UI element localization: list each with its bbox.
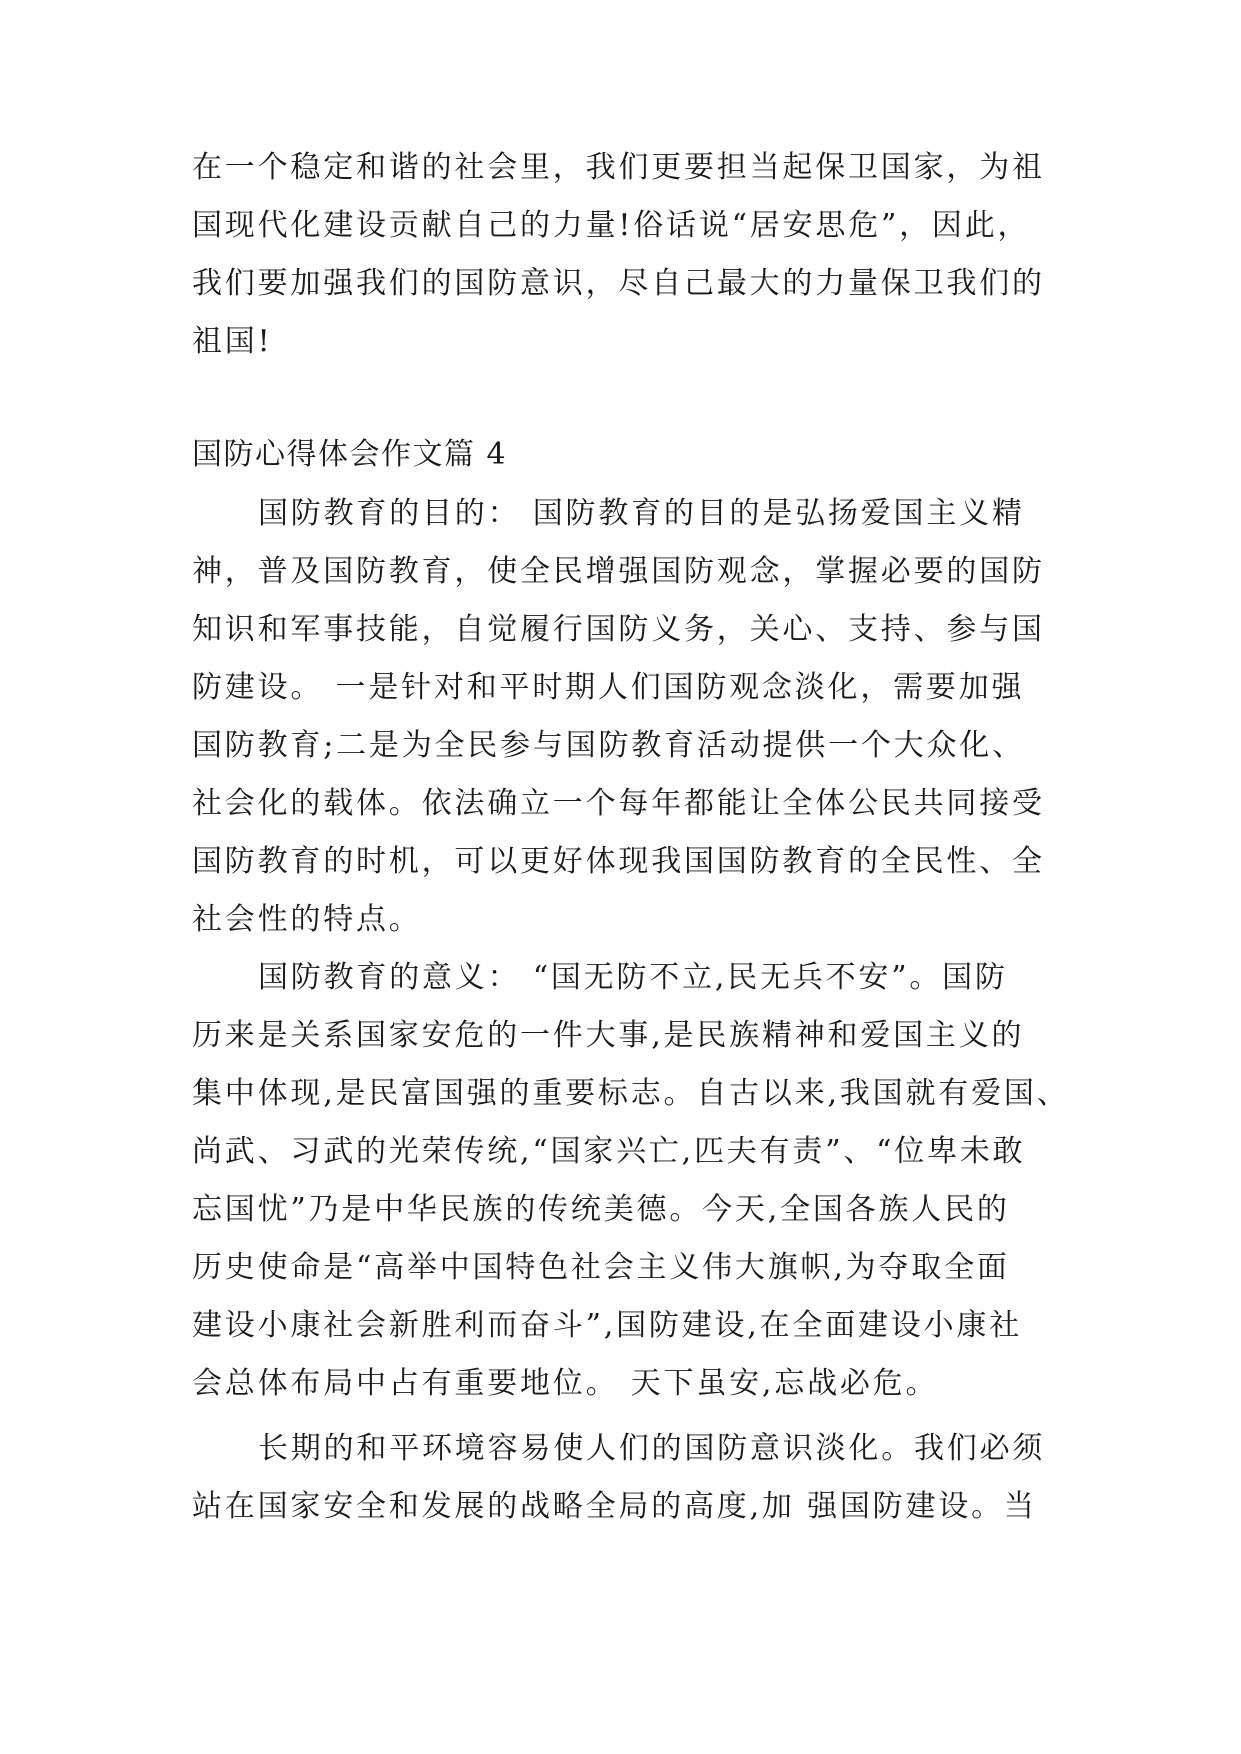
- text-line: 知识和军事技能，自觉履行国防义务，关心、支持、参与国: [192, 612, 1045, 647]
- text-line: 社会性的特点。: [192, 902, 422, 937]
- text-line: 祖国!: [192, 324, 273, 359]
- text-line: 我们要加强我们的国防意识，尽自己最大的力量保卫我们的: [192, 266, 1045, 301]
- text-line: 集中体现,是民富国强的重要标志。自古以来,我国就有爱国、: [192, 1076, 1070, 1111]
- text-line: 长期的和平环境容易使人们的国防意识淡化。我们必须: [258, 1431, 1046, 1466]
- text-line: 建设小康社会新胜利而奋斗”,国防建设,在全面建设小康社: [192, 1308, 1023, 1343]
- text-line: 国防教育的时机，可以更好体现我国国防教育的全民性、全: [192, 844, 1045, 879]
- text-line: 神，普及国防教育，使全民增强国防观念，掌握必要的国防: [192, 554, 1045, 589]
- text-line: 尚武、习武的光荣传统,“国家兴亡,匹夫有责”、“位卑未敢: [192, 1134, 1026, 1169]
- text-line: 国防教育;二是为全民参与国防教育活动提供一个大众化、: [192, 728, 1025, 763]
- text-line: 站在国家安全和发展的战略全局的高度,加 强国防建设。当: [192, 1489, 1037, 1524]
- section-title: 国防心得体会作文篇 4: [192, 437, 508, 472]
- text-line: 国现代化建设贡献自己的力量!俗话说“居安思危”，因此，: [192, 208, 1031, 243]
- text-line: 历史使命是“高举中国特色社会主义伟大旗帜,为夺取全面: [192, 1250, 1010, 1285]
- text-line: 会总体布局中占有重要地位。 天下虽安,忘战必危。: [192, 1366, 939, 1401]
- text-line: 国防教育的目的： 国防教育的目的是弘扬爱国主义精: [258, 496, 1025, 531]
- text-line: 社会化的载体。依法确立一个每年都能让全体公民共同接受: [192, 786, 1045, 821]
- text-line: 历来是关系国家安危的一件大事,是民族精神和爱国主义的: [192, 1018, 1025, 1053]
- text-line: 忘国忧”乃是中华民族的传统美德。今天,全国各族人民的: [192, 1192, 1010, 1227]
- text-line: 防建设。 一是针对和平时期人们国防观念淡化，需要加强: [192, 670, 1025, 705]
- text-line: 在一个稳定和谐的社会里，我们更要担当起保卫国家，为祖: [192, 150, 1045, 185]
- text-line: 国防教育的意义： “国无防不立,民无兵不安”。国防: [258, 960, 1008, 995]
